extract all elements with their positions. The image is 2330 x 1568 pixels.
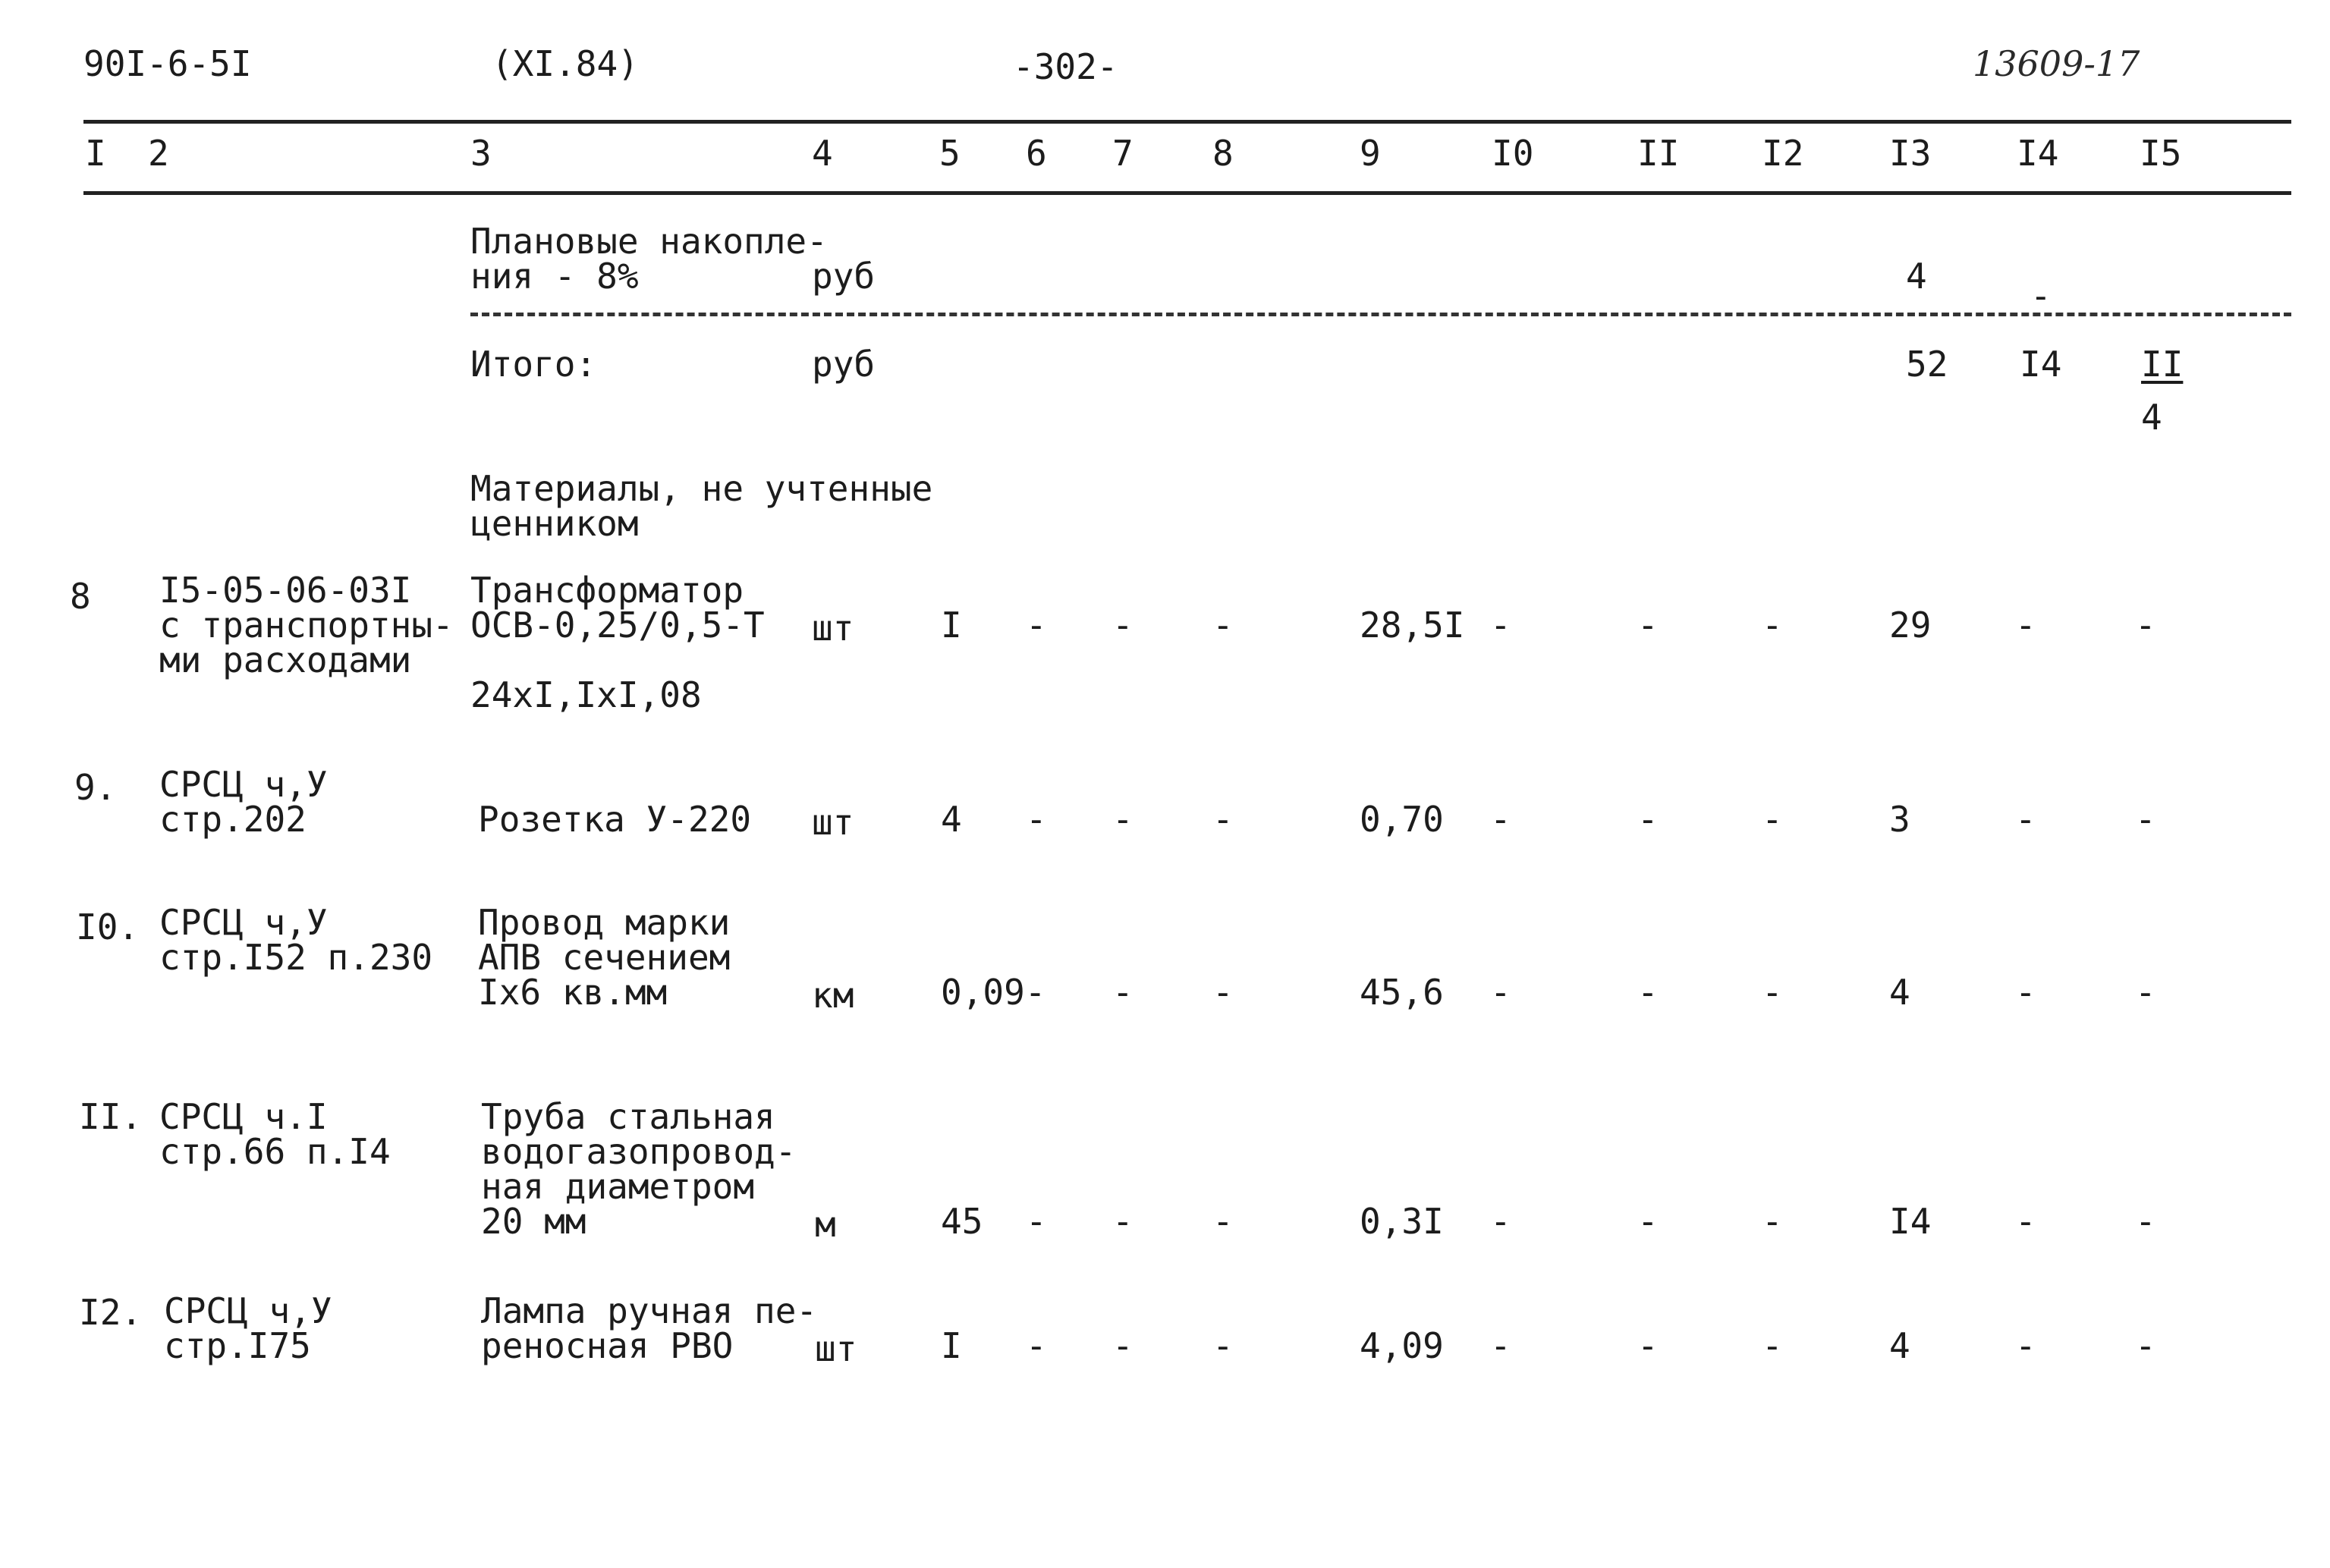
row-unit: м [815, 1204, 836, 1245]
total-label: Итого: [470, 344, 597, 385]
row-col14: - [2015, 972, 2036, 1013]
row-source: СРСЦ ч.I [159, 1096, 328, 1137]
row-source: СРСЦ ч,У [159, 902, 328, 943]
total-col14: I4 [2020, 344, 2062, 385]
row-col8: - [1212, 1201, 1234, 1242]
document-date: (XI.84) [492, 43, 639, 84]
row-col11: - [1637, 972, 1659, 1013]
row-col13: 3 [1889, 799, 1910, 840]
row-number: 9. [74, 767, 117, 808]
column-header: I4 [2017, 133, 2059, 174]
row-col9: 0,70 [1360, 799, 1444, 840]
row-unit: шт [812, 802, 854, 843]
row-col6: - [1026, 605, 1047, 646]
row-dimensions: 24хI,IхI,08 [470, 674, 702, 715]
row-col14: - [2015, 1201, 2036, 1242]
row-number: II. [79, 1096, 143, 1137]
column-header: 6 [1026, 133, 1047, 174]
row-col8: - [1212, 605, 1234, 646]
row-col14: - [2015, 605, 2036, 646]
row-col7: - [1112, 1201, 1134, 1242]
row-name: Провод марки [478, 902, 731, 943]
row-col11: - [1637, 799, 1659, 840]
row-name: реносная РВО [481, 1325, 734, 1366]
column-header: 8 [1212, 133, 1234, 174]
header-bottom-rule [83, 191, 2291, 195]
row-col15: - [2135, 605, 2156, 646]
row-name: Трансформатор [470, 570, 744, 611]
row-col13: 29 [1889, 605, 1932, 646]
row-source: стр.202 [159, 799, 307, 840]
row-col7: - [1112, 605, 1134, 646]
row-col14: - [2015, 799, 2036, 840]
row-name: Труба стальная [481, 1096, 775, 1137]
column-header: II [1637, 133, 1680, 174]
column-header: 2 [148, 133, 169, 174]
row-col10: - [1490, 1201, 1511, 1242]
row-name: АПВ сечением [478, 937, 731, 978]
row-col12: - [1762, 799, 1783, 840]
row-col9: 45,6 [1360, 972, 1444, 1013]
row-col14: - [2015, 1325, 2036, 1366]
row-col6: - [1026, 799, 1047, 840]
row-unit: км [812, 975, 854, 1016]
row-col8: - [1212, 1325, 1234, 1366]
row-col9: 28,5I [1360, 605, 1465, 646]
row-source: ми расходами [159, 639, 412, 680]
column-header: I5 [2140, 133, 2182, 174]
row-col8: - [1212, 972, 1234, 1013]
total-unit: руб [812, 344, 876, 385]
row-col9: 4,09 [1360, 1325, 1444, 1366]
row-col5: 4 [941, 799, 962, 840]
row-number: I2. [79, 1292, 143, 1333]
column-header: 5 [939, 133, 961, 174]
page-number: -302- [1013, 46, 1118, 87]
row-name: Розетка У-220 [478, 799, 752, 840]
row-col15: - [2135, 972, 2156, 1013]
row-name: ная диаметром [481, 1166, 755, 1207]
row-col9: 0,3I [1360, 1201, 1444, 1242]
row-number: I0. [76, 907, 140, 947]
row-col12: - [1762, 972, 1783, 1013]
row-col13: 4 [1889, 1325, 1910, 1366]
row-col8: - [1212, 799, 1234, 840]
row-col7: - [1112, 1325, 1134, 1366]
planned-unit: руб [812, 256, 876, 297]
column-header: 3 [470, 133, 492, 174]
total-col13: 52 [1906, 344, 1948, 385]
row-source: СРСЦ ч,У [159, 764, 328, 805]
row-number: 8 [70, 576, 91, 617]
row-name: 20 мм [481, 1201, 586, 1242]
row-col11: - [1637, 605, 1659, 646]
row-col10: - [1490, 799, 1511, 840]
row-col11: - [1637, 1325, 1659, 1366]
row-col12: - [1762, 1201, 1783, 1242]
column-header: 9 [1360, 133, 1381, 174]
row-col7: - [1112, 972, 1134, 1013]
row-source: стр.I75 [164, 1325, 311, 1366]
row-source: с транспортны- [159, 605, 454, 646]
row-col6: - [1026, 1325, 1047, 1366]
row-name: водогазопровод- [481, 1131, 797, 1172]
row-col5: I [941, 605, 962, 646]
planned-label: Плановые накопле- [470, 221, 828, 262]
row-col12: - [1762, 1325, 1783, 1366]
row-col6: - [1026, 1201, 1047, 1242]
row-col12: - [1762, 605, 1783, 646]
row-name: Лампа ручная пе- [481, 1290, 818, 1331]
row-name: ОСВ-0,25/0,5-Т [470, 605, 765, 646]
column-header: 4 [812, 133, 833, 174]
section-title: ценником [470, 503, 639, 544]
row-col11: - [1637, 1201, 1659, 1242]
row-col15: - [2135, 1201, 2156, 1242]
column-header: I0 [1492, 133, 1534, 174]
header-top-rule [83, 120, 2291, 124]
column-header: 7 [1112, 133, 1134, 174]
row-name: Iх6 кв.мм [478, 972, 668, 1013]
section-title: Материалы, не учтенные [470, 468, 933, 509]
row-source: СРСЦ ч,У [164, 1290, 332, 1331]
column-header: I2 [1762, 133, 1804, 174]
row-col10: - [1490, 972, 1511, 1013]
row-col15: - [2135, 799, 2156, 840]
row-col7: - [1112, 799, 1134, 840]
total-col15-bottom: 4 [2141, 397, 2162, 438]
row-source: стр.66 п.I4 [159, 1131, 391, 1172]
row-col5: 0,09- [941, 972, 1046, 1013]
row-col10: - [1490, 1325, 1511, 1366]
planned-col13: 4 [1906, 256, 1927, 297]
document-number: 13609-17 [1973, 43, 2140, 84]
row-col10: - [1490, 605, 1511, 646]
row-col15: - [2135, 1325, 2156, 1366]
row-col5: 45 [941, 1201, 983, 1242]
row-unit: шт [815, 1328, 857, 1369]
row-source: стр.I52 п.230 [159, 937, 433, 978]
row-source: I5-05-06-03I [159, 570, 412, 611]
row-col13: I4 [1889, 1201, 1932, 1242]
total-col15-top: II [2141, 344, 2184, 385]
column-header: I3 [1889, 133, 1932, 174]
row-unit: шт [812, 608, 854, 649]
row-col5: I [941, 1325, 962, 1366]
document-code: 90I-6-5I [83, 43, 252, 84]
row-col13: 4 [1889, 972, 1910, 1013]
planned-label: ния - 8% [470, 256, 639, 297]
column-header: I [85, 133, 106, 174]
planned-col14: - [2030, 275, 2052, 316]
dashed-separator [470, 313, 2291, 316]
